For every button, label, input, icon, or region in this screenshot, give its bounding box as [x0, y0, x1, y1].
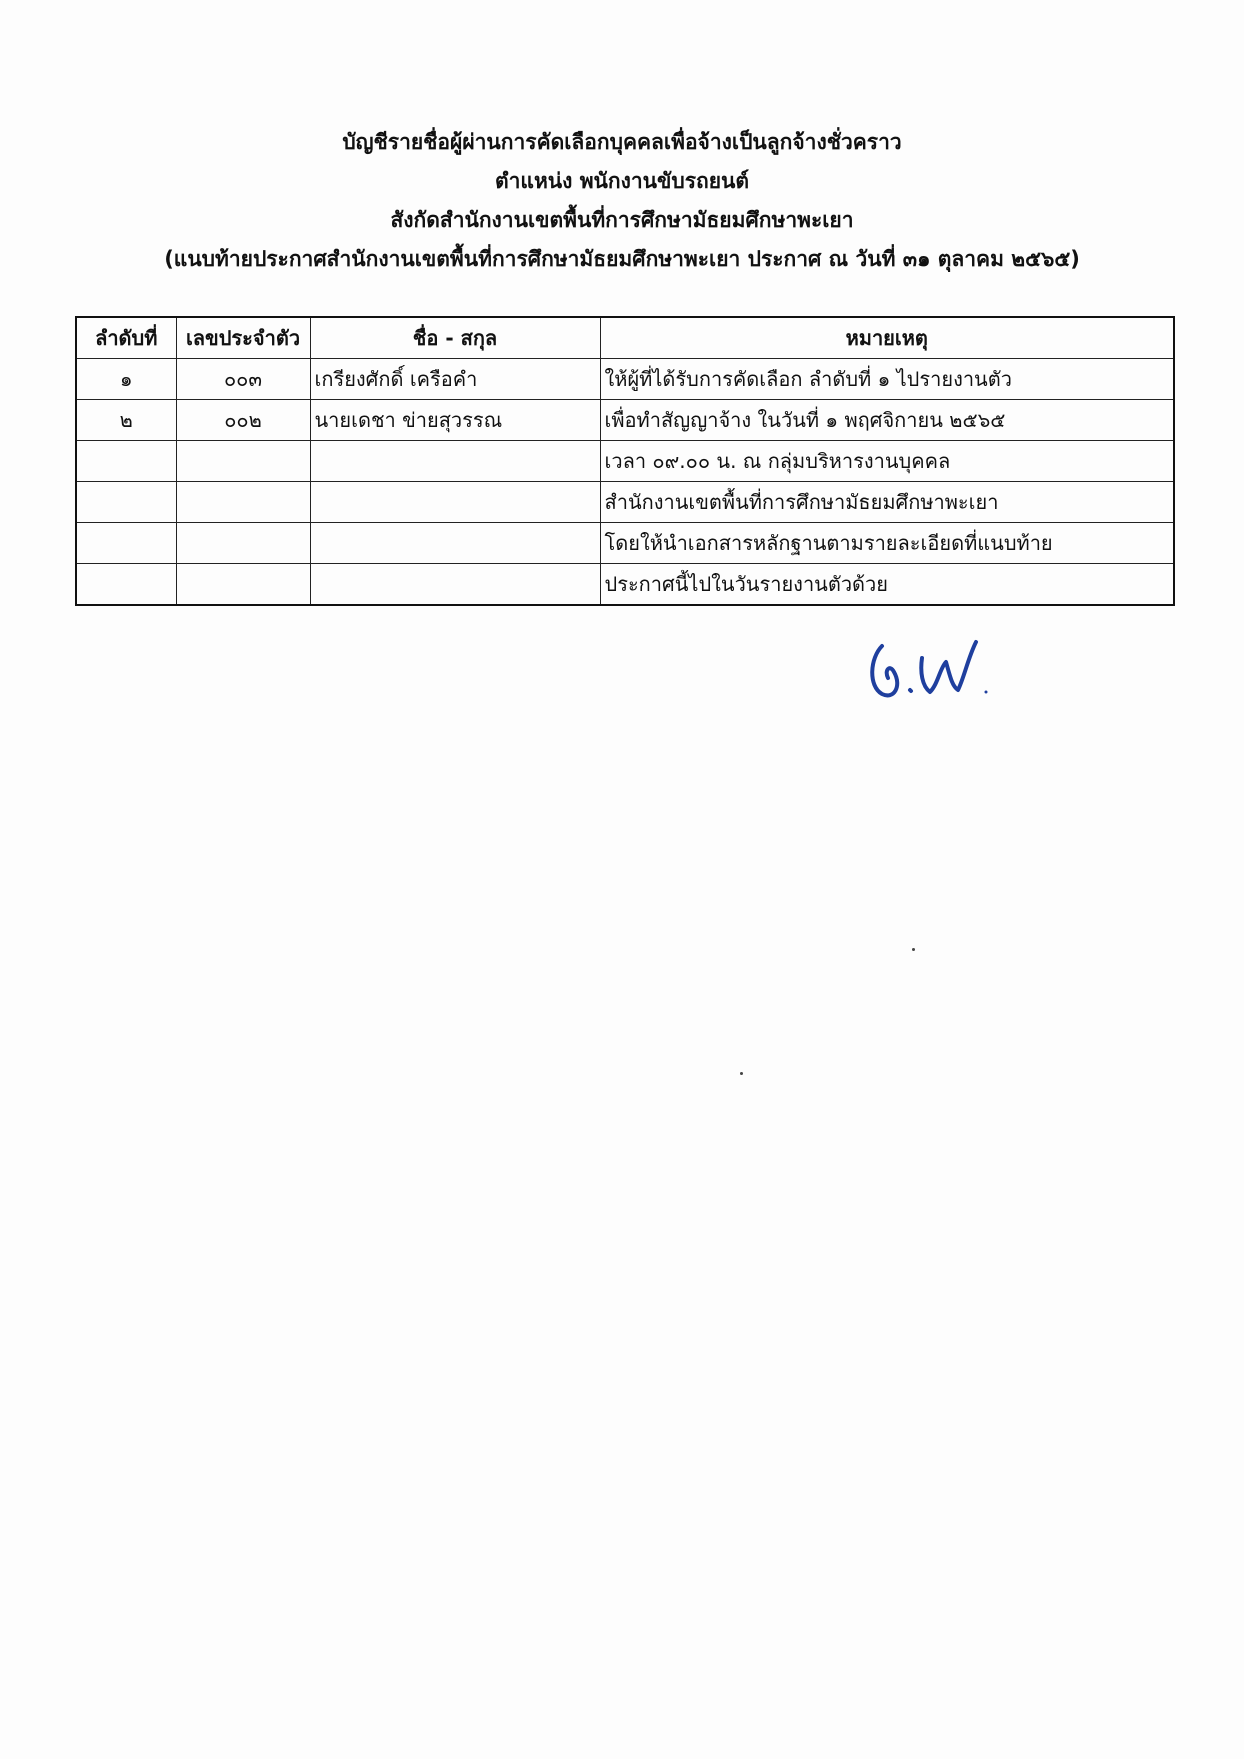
position-line: ตำแหน่ง พนักงานขับรถยนต์	[494, 169, 750, 193]
order-cell	[76, 523, 176, 564]
id-cell	[176, 523, 310, 564]
signature-dot	[985, 691, 988, 694]
name-cell: นายเดชา ข่ายสุวรรณ	[310, 400, 600, 441]
name-cell	[310, 523, 600, 564]
order-cell	[76, 482, 176, 523]
order-cell	[76, 564, 176, 606]
id-cell: ๐๐๒	[176, 400, 310, 441]
order-cell: ๒	[76, 400, 176, 441]
id-cell	[176, 564, 310, 606]
table-row	[76, 523, 1174, 564]
scan-speck	[912, 948, 915, 951]
table-row	[76, 564, 1174, 606]
order-cell	[76, 441, 176, 482]
id-cell	[176, 482, 310, 523]
scan-speck	[740, 1072, 743, 1075]
signature-stroke	[872, 642, 976, 695]
table-row	[76, 400, 1174, 441]
table-row	[76, 441, 1174, 482]
table-row	[76, 359, 1174, 400]
note-cell: ประกาศนี้ไปในวันรายงานตัวด้วย	[600, 564, 1174, 606]
name-cell: เกรียงศักดิ์ เครือคำ	[310, 359, 600, 400]
selected-candidates-table	[75, 316, 1175, 606]
table-header-row	[76, 317, 1174, 359]
note-cell: ให้ผู้ที่ได้รับการคัดเลือก ลำดับที่ ๑ ไปรายงานตัว	[600, 359, 1174, 400]
name-cell	[310, 482, 600, 523]
handwritten-signature	[860, 628, 1000, 708]
column-header-name: ชื่อ - สกุล	[310, 317, 600, 359]
name-cell	[310, 564, 600, 606]
note-cell: สำนักงานเขตพื้นที่การศึกษามัธยมศึกษาพะเยา	[600, 482, 1174, 523]
column-header-id: เลขประจำตัว	[176, 317, 310, 359]
id-cell: ๐๐๓	[176, 359, 310, 400]
id-cell	[176, 441, 310, 482]
table-row	[76, 482, 1174, 523]
name-cell	[310, 441, 600, 482]
column-header-order: ลำดับที่	[76, 317, 176, 359]
note-cell: เวลา ๐๙.๐๐ น. ณ กลุ่มบริหารงานบุคคล	[600, 441, 1174, 482]
announcement-reference: (แนบท้ายประกาศสำนักงานเขตพื้นที่การศึกษามัธยมศึกษาพะเยา ประกาศ ณ วันที่ ๓๑ ตุลาคม ๒๕๖๕)	[164, 247, 1080, 271]
note-cell: เพื่อทำสัญญาจ้าง ในวันที่ ๑ พฤศจิกายน ๒๕๖๕	[600, 400, 1174, 441]
note-cell: โดยให้นำเอกสารหลักฐานตามรายละเอียดที่แนบท้าย	[600, 523, 1174, 564]
affiliation-line: สังกัดสำนักงานเขตพื้นที่การศึกษามัธยมศึกษาพะเยา	[390, 208, 854, 232]
document-title: บัญชีรายชื่อผู้ผ่านการคัดเลือกบุคคลเพื่อจ้างเป็นลูกจ้างชั่วคราว	[342, 130, 902, 154]
order-cell: ๑	[76, 359, 176, 400]
column-header-note: หมายเหตุ	[600, 317, 1174, 359]
